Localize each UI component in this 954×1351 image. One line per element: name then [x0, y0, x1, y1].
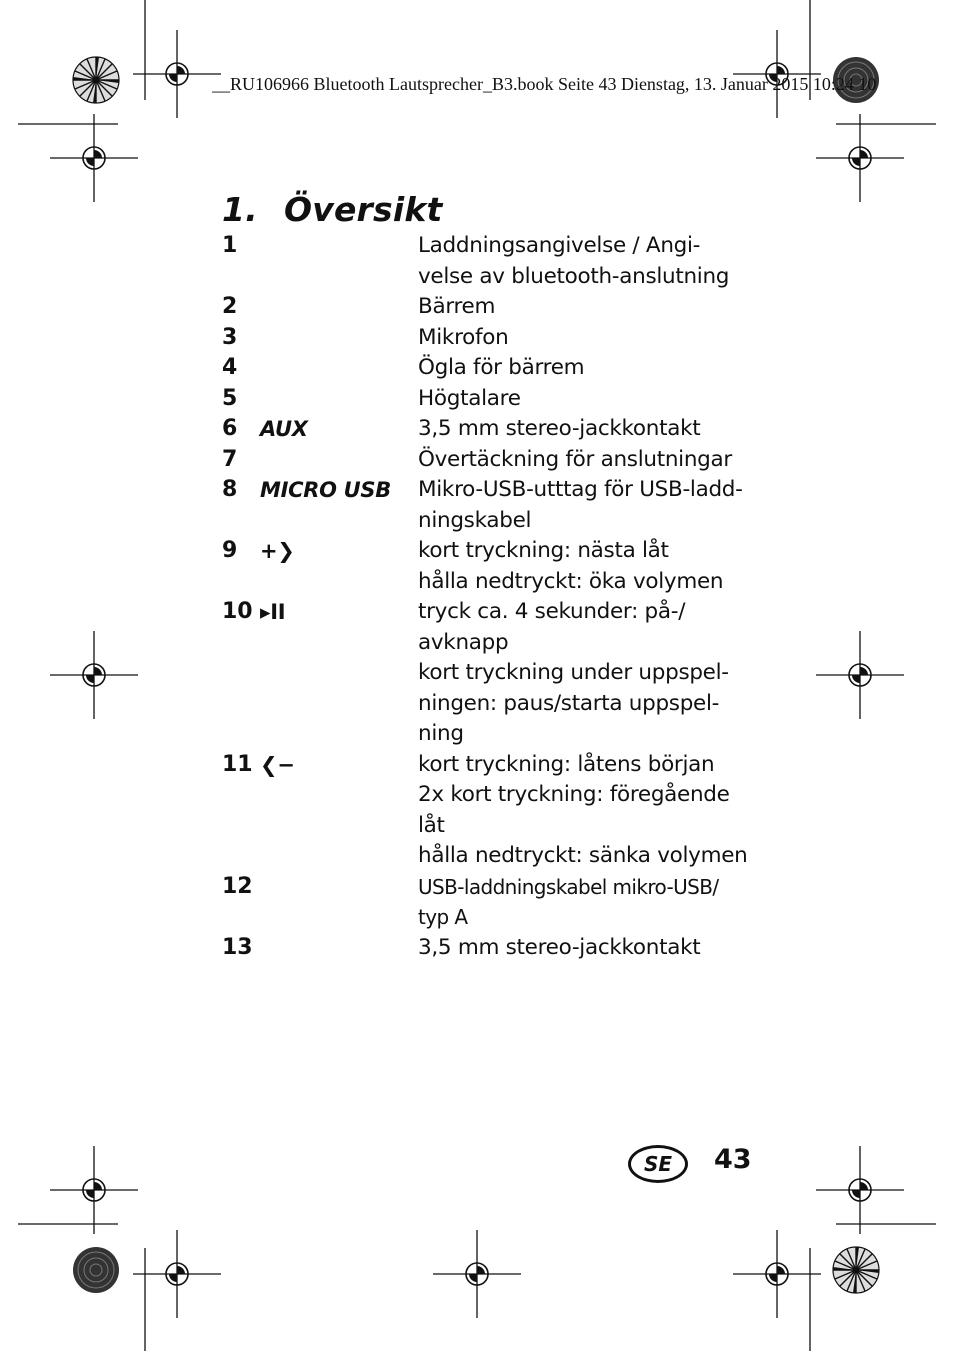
item-number: 1 [222, 233, 238, 258]
item-number: 3 [222, 324, 238, 350]
item-control-label: +❯ [260, 539, 295, 563]
color-target-icon [73, 1247, 119, 1293]
list-item [222, 872, 762, 933]
registration-mark-icon [133, 1230, 221, 1318]
color-target-icon [833, 1247, 879, 1293]
item-description: USB-laddningskabel mikro-USB/ typ A [418, 874, 719, 929]
item-number: 11 [222, 751, 253, 777]
section-number: 1. [222, 190, 258, 229]
list-item [222, 292, 762, 323]
item-description: tryck ca. 4 sekunder: på-/ avknapp kort tryckning under uppspel- ningen: paus/starta uppspel- ning [418, 599, 729, 746]
list-item [222, 750, 762, 872]
registration-mark-icon [816, 114, 904, 202]
item-number: 13 [222, 934, 253, 960]
item-number: 4 [222, 355, 238, 380]
item-description: Bärrem [418, 294, 496, 319]
list-item [222, 384, 762, 415]
item-number: 12 [222, 873, 253, 899]
registration-mark-icon [133, 30, 221, 118]
item-description: Högtalare [418, 385, 521, 411]
item-description: Ögla för bärrem [418, 355, 585, 380]
list-item [222, 536, 762, 597]
page-number: 43 [714, 1144, 752, 1175]
list-item [222, 414, 762, 445]
section-title [222, 190, 443, 229]
item-number: 6 [222, 416, 238, 441]
item-control-label: MICRO USB [260, 478, 391, 502]
color-target-icon [73, 57, 119, 103]
registration-mark-icon [733, 1230, 821, 1318]
item-description: Övertäckning för anslutningar [418, 446, 732, 472]
item-description: Mikro-USB-utttag för USB-ladd- ningskabel [418, 477, 743, 533]
item-number: 5 [222, 385, 238, 411]
item-number: 7 [222, 446, 238, 472]
item-description: kort tryckning: nästa låt hålla nedtryckt: öka volymen [418, 538, 724, 594]
language-badge: SE [628, 1145, 688, 1183]
item-control-label: ▸II [260, 600, 286, 624]
item-number: 8 [222, 477, 238, 502]
section-title-text: Översikt [284, 190, 443, 229]
list-item [222, 475, 762, 536]
item-control-label: AUX [260, 417, 308, 441]
registration-mark-icon [50, 114, 138, 202]
item-description: 3,5 mm stereo-jackkontakt [418, 416, 701, 441]
item-number: 9 [222, 538, 238, 563]
list-item [222, 933, 762, 964]
registration-mark-icon [50, 631, 138, 719]
item-description: 3,5 mm stereo-jackkontakt [418, 934, 701, 960]
list-item [222, 445, 762, 476]
item-description: Mikrofon [418, 324, 509, 350]
item-number: 10 [222, 599, 253, 624]
item-number: 2 [222, 294, 238, 319]
list-item [222, 323, 762, 354]
file-info-header: __RU106966 Bluetooth Lautsprecher_B3.book Seite 43 Dienstag, 13. Januar 2015 10:24 10 [212, 74, 877, 94]
list-item [222, 231, 762, 292]
registration-mark-icon [816, 631, 904, 719]
list-item [222, 597, 762, 750]
registration-mark-icon [433, 1230, 521, 1318]
item-control-label: ❮− [260, 752, 295, 777]
item-description: kort tryckning: låtens början 2x kort tryckning: föregående låt hålla nedtryckt: sänka volymen [418, 751, 748, 868]
list-item [222, 353, 762, 384]
registration-mark-icon [816, 1146, 904, 1234]
item-description: Laddningsangivelse / Angi- velse av bluetooth-anslutning [418, 233, 730, 289]
overview-list [222, 231, 762, 963]
registration-mark-icon [50, 1146, 138, 1234]
